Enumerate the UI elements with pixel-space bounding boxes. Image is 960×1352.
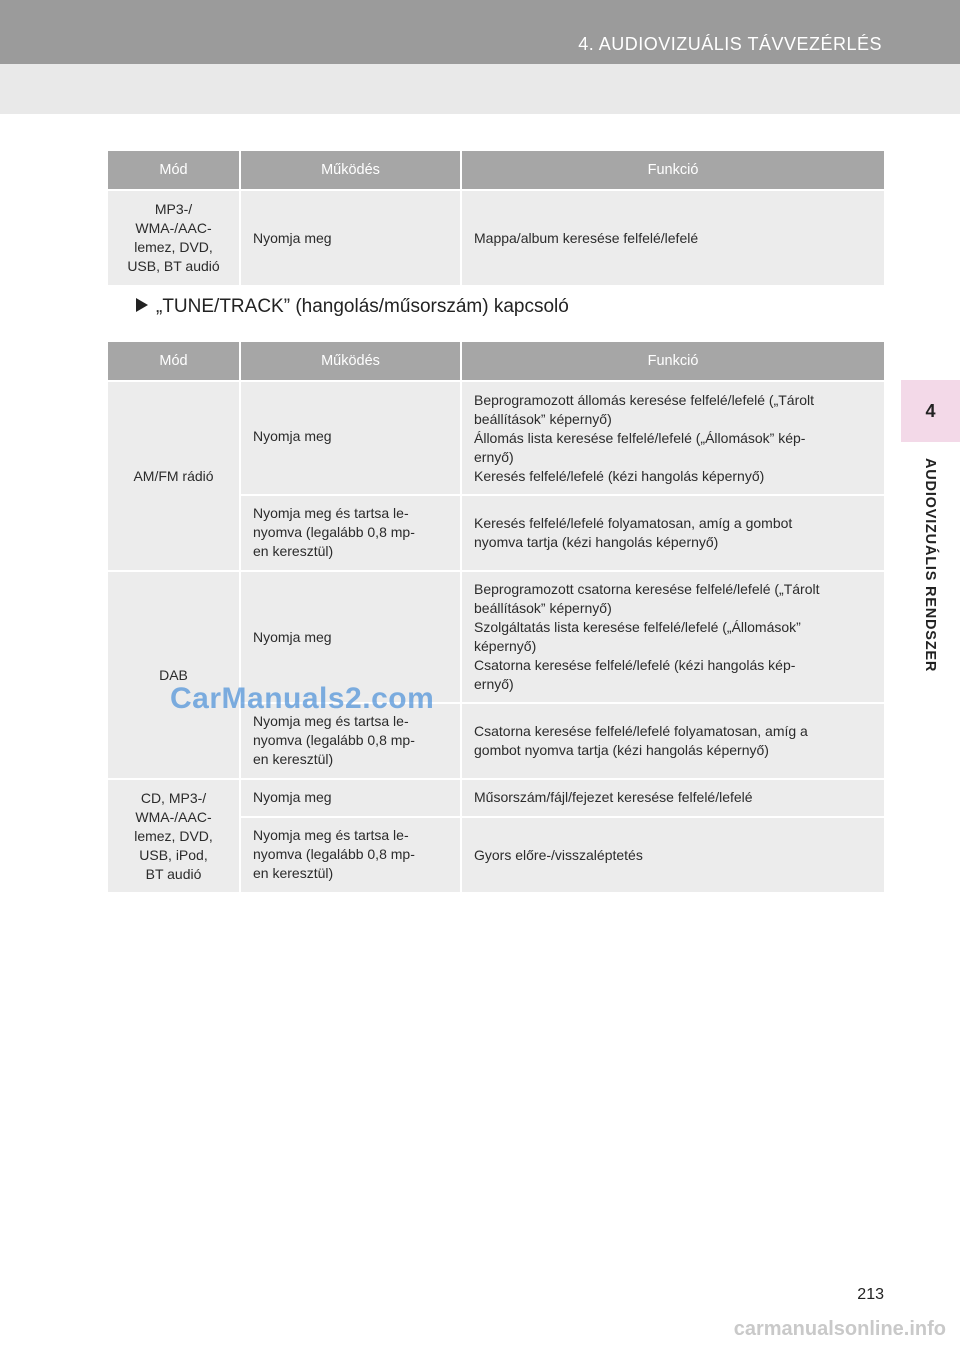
chapter-tab-label: AUDIOVIZUÁLIS RENDSZER <box>922 458 938 673</box>
col-header-function: Funkció <box>461 151 884 190</box>
operation-cell: Nyomja meg <box>240 190 461 286</box>
header-band <box>0 64 960 114</box>
operation-cell: Nyomja meg és tartsa le- nyomva (legalább 0,8 mp- en keresztül) <box>240 495 461 571</box>
function-cell: Mappa/album keresése felfelé/lefelé <box>461 190 884 286</box>
mode-cell: DAB <box>108 571 240 779</box>
operation-cell: Nyomja meg <box>240 779 461 817</box>
function-cell: Műsorszám/fájl/fejezet keresése felfelé/lefelé <box>461 779 884 817</box>
function-cell: Beprogramozott csatorna keresése felfelé/lefelé („Tárolt beállítások” képernyő) Szolgáltatás lista keresése felfelé/lefelé („Állomások” képernyő) Csatorna keresése felfelé/lefelé (kézi hangolás kép- ernyő) <box>461 571 884 703</box>
operation-cell: Nyomja meg és tartsa le- nyomva (legalább 0,8 mp- en keresztül) <box>240 703 461 779</box>
table-row <box>108 779 884 817</box>
chapter-title: 4. AUDIOVIZUÁLIS TÁVVEZÉRLÉS <box>578 34 882 54</box>
table-tune-track <box>108 342 884 894</box>
chapter-tab-number[interactable]: 4 <box>901 380 960 442</box>
operation-cell: Nyomja meg és tartsa le- nyomva (legalább 0,8 mp- en keresztül) <box>240 817 461 893</box>
col-header-mode: Mód <box>108 342 240 381</box>
section-heading <box>136 296 569 318</box>
function-cell: Gyors előre-/visszaléptetés <box>461 817 884 893</box>
col-header-function: Funkció <box>461 342 884 381</box>
table-header-row <box>108 342 884 381</box>
section-heading-text: „TUNE/TRACK” (hangolás/műsorszám) kapcsoló <box>156 296 569 317</box>
table-row <box>108 381 884 495</box>
table-header-row <box>108 151 884 190</box>
table-folder-search <box>108 151 884 287</box>
col-header-operation: Működés <box>240 342 461 381</box>
col-header-operation: Működés <box>240 151 461 190</box>
footer-watermark: carmanualsonline.info <box>733 1318 946 1340</box>
watermark: CarManuals2.com <box>170 682 435 715</box>
function-cell: Beprogramozott állomás keresése felfelé/lefelé („Tárolt beállítások” képernyő) Állomás lista keresése felfelé/lefelé („Állomások” kép- ernyő) Keresés felfelé/lefelé (kézi hangolás képernyő) <box>461 381 884 495</box>
function-cell: Csatorna keresése felfelé/lefelé folyamatosan, amíg a gombot nyomva tartja (kézi hangolás képernyő) <box>461 703 884 779</box>
operation-cell: Nyomja meg <box>240 571 461 703</box>
mode-cell: CD, MP3-/ WMA-/AAC- lemez, DVD, USB, iPod, BT audió <box>108 779 240 893</box>
col-header-mode: Mód <box>108 151 240 190</box>
mode-cell: MP3-/ WMA-/AAC- lemez, DVD, USB, BT audió <box>108 190 240 286</box>
table-row <box>108 190 884 286</box>
function-cell: Keresés felfelé/lefelé folyamatosan, amíg a gombot nyomva tartja (kézi hangolás képernyő) <box>461 495 884 571</box>
operation-cell: Nyomja meg <box>240 381 461 495</box>
page-number: 213 <box>857 1286 884 1303</box>
triangle-bullet-icon <box>136 298 148 312</box>
mode-cell: AM/FM rádió <box>108 381 240 571</box>
